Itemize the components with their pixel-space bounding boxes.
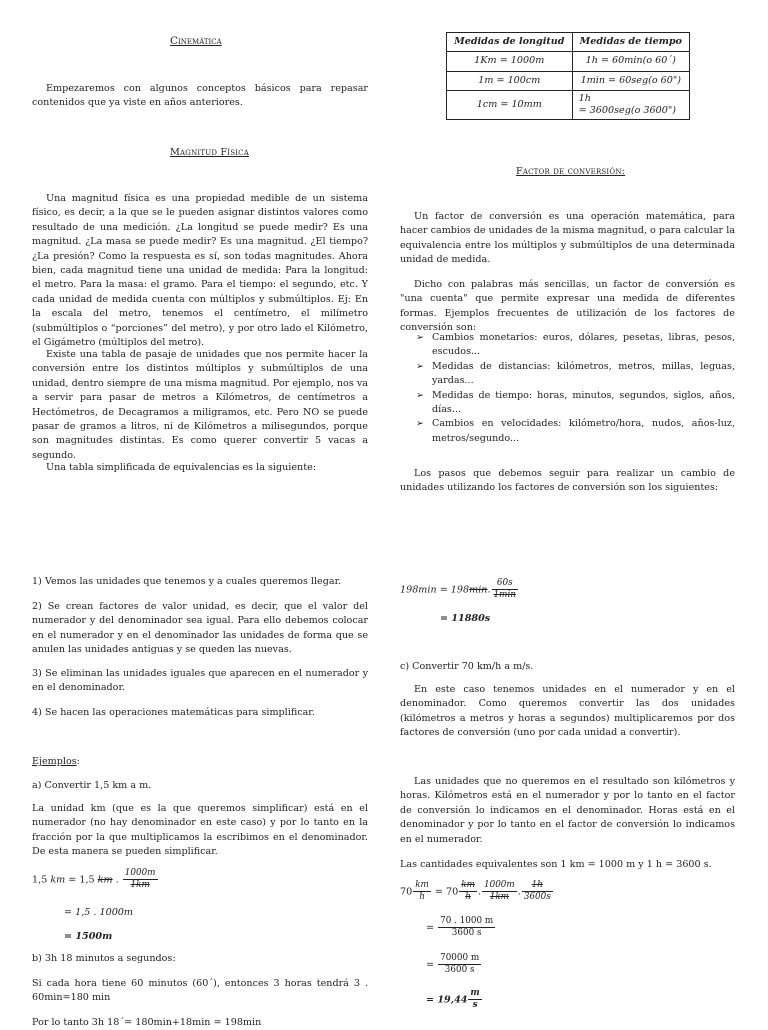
equivalence-table [446, 32, 690, 120]
table-row [447, 91, 690, 120]
table-cell: 1m = 100cm [447, 71, 573, 90]
example-b-result: = 11880s [440, 613, 491, 624]
example-a-equation-2: = 1,5 . 1000m [64, 907, 134, 918]
example-c-equation-2: = $\frac{70 . 1000 m}{3600 s}$ [426, 916, 494, 939]
example-a-text: La unidad km (que es la que queremos simplificar) está en el numerador (no hay denominador en este caso) y por lo tanto en la fracción por la que multiplicamos la escribimos en el denominador. De esta manera se pueden simplificar. [32, 803, 368, 858]
example-a-title: a) Convertir 1,5 km a m. [32, 780, 152, 791]
arrow-bullet-icon: ➢ [416, 360, 425, 372]
example-c-title: c) Convertir 70 km/h a m/s. [400, 661, 534, 672]
example-b-title: b) 3h 18 minutos a segundos: [32, 953, 176, 964]
example-a-result: = 1500m [64, 931, 113, 942]
example-c-equation-3: = $\frac{70000 m}{3600 s}$ [426, 953, 480, 976]
step-4: 4) Se hacen las operaciones matemáticas para simplificar. [32, 707, 315, 718]
list-item: ➢ Medidas de tiempo: horas, minutos, segundos, siglos, años, días... [416, 389, 735, 415]
arrow-bullet-icon: ➢ [416, 332, 425, 343]
intro-paragraph: Empezaremos con algunos conceptos básicos para repasar contenidos que ya viste en años anteriores. [32, 83, 368, 109]
example-c-equation-1: 70 $\frac{km}{h}$ = 70 $\frac{km}{h}$ . $\frac{1000m}{1km}$ . $\frac{1h}{3600s}$ [400, 880, 551, 903]
magnitud-paragraph-1: Una magnitud física es una propiedad medible de un sistema físico, es decir, a la que se le pueden asignar distintos valores como resultado de una medición. ¿La longitud se puede medir? Es una magnitud. ¿La masa se puede medir? Es una magnitud. ¿El tiempo? ¿La presión? Como la respuesta es sí, son todas magnitudes. Ahora bien, cada magnitud tiene una unidad de medida: Para la longitud: el metro. Para la masa: el gramo. Para el tiempo: el segundo, etc. Y cada unidad de medida cuenta con múltiplos y submúltiplos. Ej: En la escala del metro, tenemos el centímetro, el milímetro (submúltiplos o “porciones” del metro), y por otro lado el Kilómetro, el Gigámetro (múltiplos del metro). [32, 193, 368, 348]
list-item: ➢ Cambios en velocidades: kilómetro/hora, nudos, años-luz, metros/segundo... [416, 418, 735, 444]
pasos-paragraph: Los pasos que debemos seguir para realizar un cambio de unidades utilizando los factores de conversión son los siguientes: [400, 468, 735, 494]
step-2: 2) Se crean factores de valor unidad, es decir, que el valor del numerador y del denominador sea igual. Para ello debemos colocar en el numerador y en el denominador las unidades de forma que se anulen las unidades antiguas y se queden las nuevas. [32, 601, 368, 656]
example-b-text: Si cada hora tiene 60 minutos (60´), entonces 3 horas tendrá 3 . 60min=180 min [32, 978, 368, 1004]
ejemplos-heading: Ejemplos: [32, 756, 80, 767]
example-a-equation-1: 1,5 km = 1,5 km . $\frac{1000m}{1km}$ [32, 868, 156, 891]
example-c-paragraph-1: En este caso tenemos unidades en el numerador y en el denominador. Como queremos convertir las dos unidades (kilómetros a metros y horas a segundos) multiplicaremos por dos factores de conversión (uno por cada unidad a convertir). [400, 684, 735, 739]
table-cell: 1cm = 10mm [447, 91, 573, 120]
table-cell: 1Km = 1000m [447, 52, 573, 71]
arrow-bullet-icon: ➢ [416, 389, 425, 401]
example-c-result: = 19,44 $\frac{m}{s}$ [426, 988, 480, 1011]
list-item: ➢ Medidas de distancias: kilómetros, metros, millas, leguas, yardas... [416, 360, 735, 387]
table-header-longitud: Medidas de longitud [447, 33, 573, 52]
factor-heading: Factor de conversión: [516, 166, 626, 177]
magnitud-paragraph-2: Existe una tabla de pasaje de unidades que nos permite hacer la conversión entre los distintos múltiplos y submúltiplos de una unidad, dentro siempre de una misma magnitud. Por ejemplo, nos va a servir para pasar de metros a Kilómetros, de centímetros a Hectómetros, de Decagramos a miligramos, etc. Pero NO se puede pasar de gramos a litros, ni de Kilómetros a milisegundos, porque son magnitudes distintas. Es como querer convertir 5 vacas a segundo. [32, 349, 368, 461]
table-row [447, 52, 690, 71]
example-b-equation: 198min = 198min. $\frac{60s}{1\min}$ [400, 578, 516, 601]
page-title: Cinemática [170, 35, 222, 47]
table-cell: 1h = 60min(o 60´) [572, 52, 689, 71]
list-item: ➢ Cambios monetarios: euros, dólares, pesetas, libras, pesos, escudos... [416, 332, 735, 358]
example-c-paragraph-2: Las unidades que no queremos en el resultado son kilómetros y horas. Kilómetros está en el numerador y por lo tanto en el factor de conversión lo indicamos en el denominador. Horas está en el denominador y por lo tanto en el factor de conversión lo indicamos en el numerador. [400, 776, 735, 845]
step-3: 3) Se eliminan las unidades iguales que aparecen en el numerador y en el denominador. [32, 668, 368, 694]
magnitud-paragraph-3: Una tabla simplificada de equivalencias es la siguiente: [46, 462, 316, 473]
factor-paragraph-2: Dicho con palabras más sencillas, un factor de conversión es "una cuenta" que permite expresar una medida de diferentes formas. Ejemplos frecuentes de utilización de los factores de conversión son: [400, 279, 735, 334]
example-b-last: Por lo tanto 3h 18´= 180min+18min = 198min [32, 1017, 262, 1028]
arrow-bullet-icon: ➢ [416, 418, 425, 430]
table-header-tiempo: Medidas de tiempo [572, 33, 689, 52]
magnitud-heading: Magnitud Física [170, 147, 249, 158]
example-c-equivalences: Las cantidades equivalentes son 1 km = 1000 m y 1 h = 3600 s. [400, 859, 712, 870]
table-row [447, 71, 690, 90]
table-cell: 1h = 3600seg(o 3600") [572, 91, 689, 120]
step-1: 1) Vemos las unidades que tenemos y a cuales queremos llegar. [32, 576, 342, 587]
conversion-examples-list [400, 331, 735, 446]
table-header-row [447, 33, 690, 52]
factor-paragraph-1: Un factor de conversión es una operación matemática, para hacer cambios de unidades de la misma magnitud, o para calcular la equivalencia entre los múltiplos y submúltiplos de una determinada unidad de medida. [400, 211, 735, 266]
table-cell: 1min = 60seg(o 60") [572, 71, 689, 90]
